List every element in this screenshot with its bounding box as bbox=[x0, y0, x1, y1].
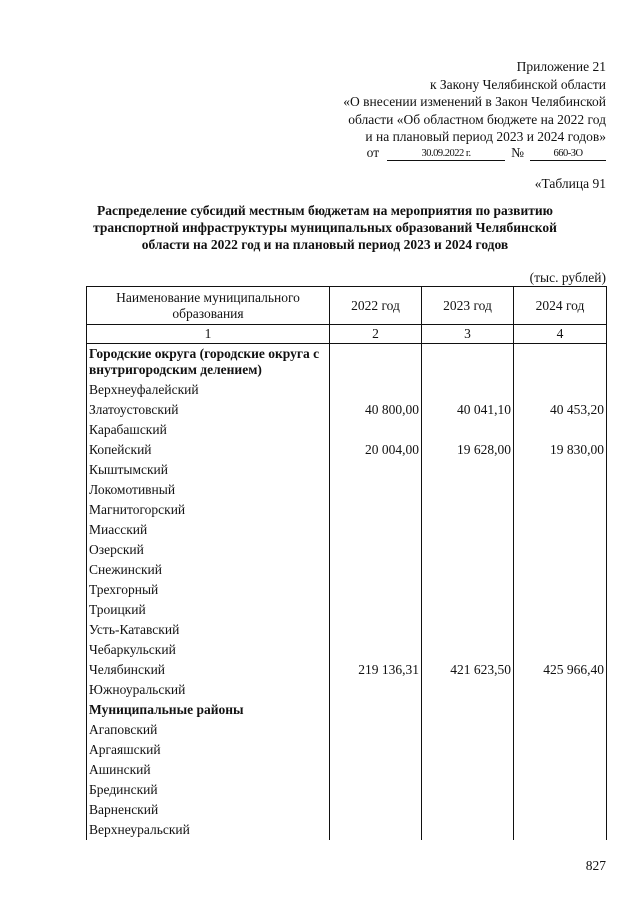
value-2022 bbox=[330, 680, 422, 700]
appendix-line: и на плановый период 2023 и 2024 годов» bbox=[365, 129, 606, 144]
table-row bbox=[87, 660, 607, 680]
table-row bbox=[87, 820, 607, 840]
appendix-line: к Закону Челябинской области bbox=[429, 76, 606, 92]
value-2023 bbox=[422, 680, 514, 700]
value-2022: 40 800,00 bbox=[330, 400, 422, 420]
table-row bbox=[87, 620, 607, 640]
value-2024 bbox=[514, 700, 607, 720]
law-date-number bbox=[367, 144, 606, 161]
header-2022: 2022 год bbox=[330, 287, 422, 325]
value-2022 bbox=[330, 540, 422, 560]
header-2024: 2024 год bbox=[514, 287, 607, 325]
value-2023 bbox=[422, 780, 514, 800]
date-prefix: от bbox=[366, 145, 380, 160]
municipality-name: Снежинский bbox=[87, 560, 330, 580]
value-2022 bbox=[330, 700, 422, 720]
value-2023 bbox=[422, 380, 514, 400]
value-2024 bbox=[514, 344, 607, 381]
value-2023 bbox=[422, 720, 514, 740]
value-2024 bbox=[514, 780, 607, 800]
value-2023 bbox=[422, 420, 514, 440]
value-2024 bbox=[514, 380, 607, 400]
value-2022 bbox=[330, 580, 422, 600]
law-date: 30.09.2022 г. bbox=[387, 147, 505, 161]
value-2023: 421 623,50 bbox=[422, 660, 514, 680]
municipality-name: Локомотивный bbox=[87, 480, 330, 500]
municipality-name: Муниципальные районы bbox=[87, 700, 330, 720]
appendix-line: «О внесении изменений в Закон Челябинской bbox=[343, 94, 606, 109]
number-prefix: № bbox=[511, 145, 524, 160]
value-2022: 20 004,00 bbox=[330, 440, 422, 460]
municipality-name: Кыштымский bbox=[87, 460, 330, 480]
subsidy-table bbox=[86, 286, 607, 840]
value-2022 bbox=[330, 780, 422, 800]
value-2022 bbox=[330, 344, 422, 381]
table-row bbox=[87, 540, 607, 560]
appendix-line: Приложение 21 bbox=[516, 59, 606, 74]
table-row bbox=[87, 500, 607, 520]
value-2022 bbox=[330, 460, 422, 480]
municipality-name: Миасский bbox=[87, 520, 330, 540]
table-row bbox=[87, 680, 607, 700]
value-2024 bbox=[514, 800, 607, 820]
value-2023 bbox=[422, 460, 514, 480]
table-row bbox=[87, 720, 607, 740]
municipality-name: Аргаяшский bbox=[87, 740, 330, 760]
table-group-row bbox=[87, 344, 607, 381]
table-row bbox=[87, 740, 607, 760]
value-2024 bbox=[514, 640, 607, 660]
value-2022 bbox=[330, 480, 422, 500]
table-row bbox=[87, 640, 607, 660]
value-2023 bbox=[422, 520, 514, 540]
value-2024 bbox=[514, 620, 607, 640]
table-header-row bbox=[87, 287, 607, 325]
table-row bbox=[87, 580, 607, 600]
header-name: Наименование муниципального образования bbox=[87, 287, 330, 325]
value-2023 bbox=[422, 580, 514, 600]
table-row bbox=[87, 440, 607, 460]
municipality-name: Карабашский bbox=[87, 420, 330, 440]
value-2023 bbox=[422, 820, 514, 840]
value-2023 bbox=[422, 760, 514, 780]
value-2022 bbox=[330, 560, 422, 580]
value-2023: 19 628,00 bbox=[422, 440, 514, 460]
value-2024: 425 966,40 bbox=[514, 660, 607, 680]
value-2024 bbox=[514, 820, 607, 840]
table-row bbox=[87, 400, 607, 420]
value-2024 bbox=[514, 600, 607, 620]
page-number: 827 bbox=[585, 858, 606, 873]
value-2022 bbox=[330, 800, 422, 820]
value-2022 bbox=[330, 620, 422, 640]
value-2023 bbox=[422, 620, 514, 640]
municipality-name: Чебаркульский bbox=[87, 640, 330, 660]
municipality-name: Озерский bbox=[87, 540, 330, 560]
municipality-name: Магнитогорский bbox=[87, 500, 330, 520]
municipality-name: Ашинский bbox=[87, 760, 330, 780]
value-2024: 40 453,20 bbox=[514, 400, 607, 420]
table-row bbox=[87, 520, 607, 540]
column-number: 3 bbox=[422, 325, 514, 344]
table-row bbox=[87, 560, 607, 580]
table-row bbox=[87, 780, 607, 800]
value-2024 bbox=[514, 580, 607, 600]
value-2023 bbox=[422, 640, 514, 660]
value-2022 bbox=[330, 760, 422, 780]
law-number: 660-ЗО bbox=[530, 147, 606, 161]
table-row bbox=[87, 480, 607, 500]
value-2023 bbox=[422, 560, 514, 580]
table-row bbox=[87, 420, 607, 440]
value-2024 bbox=[514, 760, 607, 780]
value-2022 bbox=[330, 520, 422, 540]
value-2023 bbox=[422, 700, 514, 720]
municipality-name: Брединский bbox=[87, 780, 330, 800]
municipality-name: Трехгорный bbox=[87, 580, 330, 600]
municipality-name: Верхнеуральский bbox=[87, 820, 330, 840]
column-number: 1 bbox=[87, 325, 330, 344]
municipality-name: Городские округа (городские округа с внутригородским делением) bbox=[87, 344, 330, 381]
value-2024 bbox=[514, 720, 607, 740]
value-2024 bbox=[514, 500, 607, 520]
value-2022 bbox=[330, 740, 422, 760]
municipality-name: Златоустовский bbox=[87, 400, 330, 420]
municipality-name: Копейский bbox=[87, 440, 330, 460]
table-group-row bbox=[87, 700, 607, 720]
value-2023 bbox=[422, 344, 514, 381]
header-2023: 2023 год bbox=[422, 287, 514, 325]
municipality-name: Усть-Катавский bbox=[87, 620, 330, 640]
municipality-name: Верхнеуфалейский bbox=[87, 380, 330, 400]
table-row bbox=[87, 760, 607, 780]
value-2023 bbox=[422, 740, 514, 760]
page-title: Распределение субсидий местным бюджетам на мероприятия по развитию транспортной инфраструктуры муниципальных образований Челябинской области на 2022 год и на плановый период 2023 и 2024 годов bbox=[93, 203, 557, 252]
value-2022 bbox=[330, 820, 422, 840]
value-2023 bbox=[422, 540, 514, 560]
value-2022 bbox=[330, 500, 422, 520]
units-label: (тыс. рублей) bbox=[529, 270, 606, 285]
value-2024 bbox=[514, 740, 607, 760]
municipality-name: Варненский bbox=[87, 800, 330, 820]
value-2024 bbox=[514, 560, 607, 580]
municipality-name: Агаповский bbox=[87, 720, 330, 740]
value-2024 bbox=[514, 420, 607, 440]
table-row bbox=[87, 460, 607, 480]
value-2023 bbox=[422, 800, 514, 820]
value-2024 bbox=[514, 680, 607, 700]
value-2022: 219 136,31 bbox=[330, 660, 422, 680]
value-2023 bbox=[422, 600, 514, 620]
value-2022 bbox=[330, 380, 422, 400]
table-row bbox=[87, 380, 607, 400]
appendix-header bbox=[343, 58, 606, 146]
value-2022 bbox=[330, 720, 422, 740]
value-2023: 40 041,10 bbox=[422, 400, 514, 420]
column-number: 4 bbox=[514, 325, 607, 344]
value-2024: 19 830,00 bbox=[514, 440, 607, 460]
value-2022 bbox=[330, 600, 422, 620]
table-row bbox=[87, 600, 607, 620]
value-2024 bbox=[514, 460, 607, 480]
municipality-name: Южноуральский bbox=[87, 680, 330, 700]
value-2022 bbox=[330, 420, 422, 440]
municipality-name: Челябинский bbox=[87, 660, 330, 680]
value-2024 bbox=[514, 480, 607, 500]
table-row bbox=[87, 800, 607, 820]
table-body bbox=[87, 344, 607, 841]
column-number: 2 bbox=[330, 325, 422, 344]
value-2024 bbox=[514, 520, 607, 540]
value-2024 bbox=[514, 540, 607, 560]
table-label: «Таблица 91 bbox=[534, 176, 606, 191]
column-number-row bbox=[87, 325, 607, 344]
appendix-line: области «Об областном бюджете на 2022 год bbox=[348, 111, 606, 127]
value-2023 bbox=[422, 500, 514, 520]
municipality-name: Троицкий bbox=[87, 600, 330, 620]
value-2022 bbox=[330, 640, 422, 660]
value-2023 bbox=[422, 480, 514, 500]
